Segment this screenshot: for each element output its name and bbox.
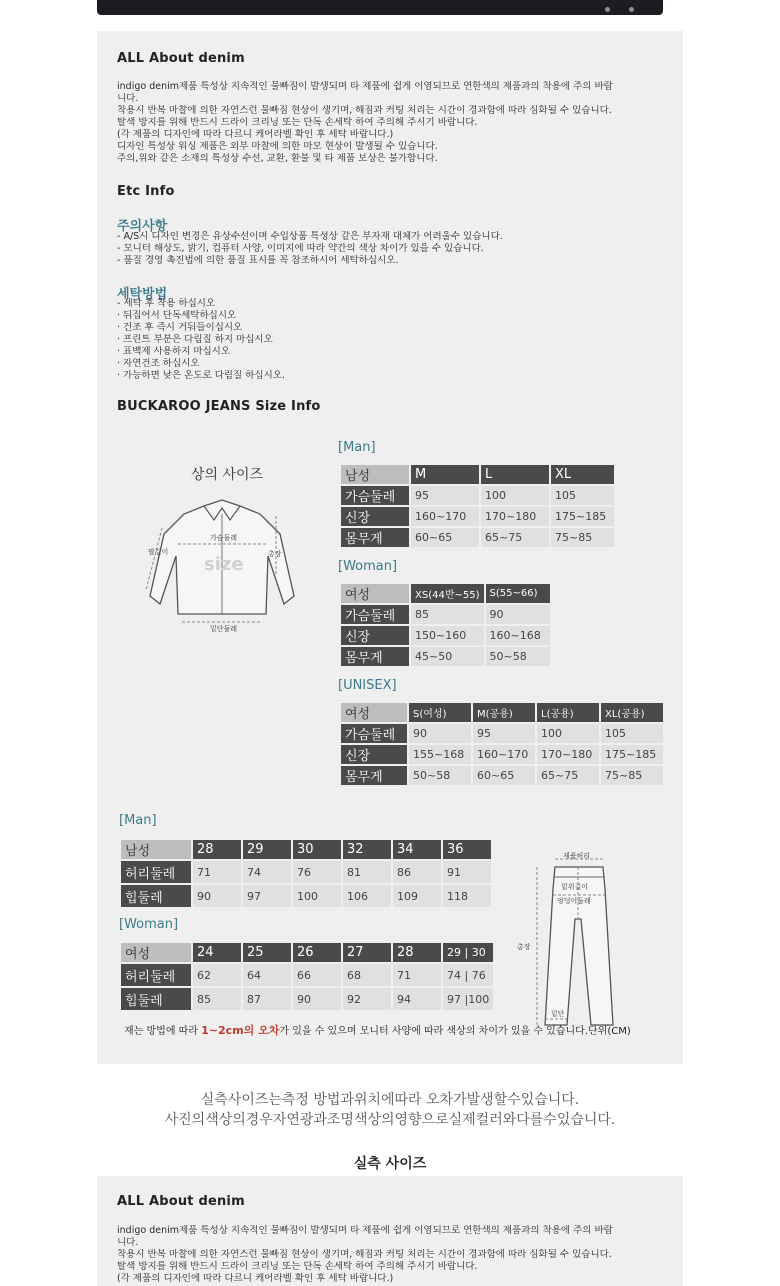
table-header-cell: S(여성) xyxy=(409,703,471,722)
actual-size-heading: 실측 사이즈 xyxy=(353,1156,427,1172)
wash-line: · 가능하면 낮은 온도로 다림질 하십시오. xyxy=(117,370,285,381)
table-cell: 힙둘레 xyxy=(121,988,191,1010)
product-photo-bottom-edge xyxy=(97,0,663,15)
table-cell: 105 xyxy=(601,724,663,743)
table-cell: 90 xyxy=(409,724,471,743)
table-cell: 60~65 xyxy=(411,528,479,547)
etc-info-title: Etc Info xyxy=(117,184,175,199)
table-header-cell: L xyxy=(481,465,549,484)
table-cell: 160~170 xyxy=(473,745,535,764)
table-cell: 45~50 xyxy=(411,647,484,666)
table-cell: 170~180 xyxy=(481,507,549,526)
table-header-cell: 32 xyxy=(343,840,391,859)
table-cell: 몸무게 xyxy=(341,528,409,547)
table-header-cell: L(공용) xyxy=(537,703,599,722)
table-cell: 175~185 xyxy=(601,745,663,764)
table-header-cell: XL xyxy=(551,465,614,484)
pants-diagram-icon xyxy=(517,849,627,1034)
jacket-length-label: 총장 xyxy=(268,550,282,558)
jacket-diagram-icon xyxy=(142,486,302,636)
about-line: indigo denim제품 특성상 지속적인 물빠짐이 발생되며 타 제품에 쉽게 이염되므로 연한색의 제품과의 착용에 주의 바랍 xyxy=(117,1225,613,1236)
table-cell: 66 xyxy=(293,964,341,986)
measurement-note xyxy=(124,1022,631,1038)
table-cell: 90 xyxy=(486,605,550,624)
table-cell: 68 xyxy=(343,964,391,986)
note-suffix: 가 있을 수 있으며 모니터 사양에 따라 색상의 차이가 있을 수 있습니다.단위(CM) xyxy=(279,1026,631,1037)
about-line: 주의,위와 같은 소재의 특성상 수선, 교환, 환불 및 타 제품 보상은 불가합니다. xyxy=(117,153,438,164)
wash-line: · 자연건조 하십시오 xyxy=(117,358,200,369)
table-cell: 90 xyxy=(293,988,341,1010)
pants-hem-label: 밑단 xyxy=(551,1010,565,1018)
jacket-center-label: size xyxy=(204,554,244,575)
caution-title: 주의사항 xyxy=(117,219,168,234)
table-row xyxy=(341,528,614,547)
table-cell: 신장 xyxy=(341,626,409,645)
caution-text xyxy=(117,231,667,267)
wash-title: 세탁방법 xyxy=(117,287,168,302)
woman-top-label: [Woman] xyxy=(338,559,398,574)
wash-line: · 표백제 사용하지 마십시오 xyxy=(117,346,231,357)
jacket-sleeve-label: 팔길이 xyxy=(148,548,169,556)
table-header-cell: S(55~66) xyxy=(486,584,550,603)
man-bottom-label: [Man] xyxy=(119,813,157,828)
table-header-row xyxy=(341,703,663,722)
table-row xyxy=(341,724,663,743)
table-cell: 신장 xyxy=(341,507,409,526)
about-denim-text xyxy=(117,81,667,165)
table-header-cell: 25 xyxy=(243,943,291,962)
jacket-hem-label: 밑단둘레 xyxy=(210,625,238,633)
table-header-cell: 27 xyxy=(343,943,391,962)
table-row xyxy=(341,647,550,666)
table-cell: 95 xyxy=(473,724,535,743)
table-cell: 75~85 xyxy=(551,528,614,547)
table-header-cell: 34 xyxy=(393,840,441,859)
table-header-cell: 24 xyxy=(193,943,241,962)
table-header-cell: 여성 xyxy=(121,943,191,962)
pants-waist-label: 제품허리 xyxy=(563,852,591,860)
woman-top-table xyxy=(339,582,552,668)
table-header-cell: 28 xyxy=(393,943,441,962)
table-header-cell: M(공용) xyxy=(473,703,535,722)
table-cell: 65~75 xyxy=(481,528,549,547)
size-info-title: BUCKAROO JEANS Size Info xyxy=(117,399,321,414)
table-cell: 76 xyxy=(293,861,341,883)
button-detail xyxy=(629,7,634,12)
table-cell: 50~58 xyxy=(409,766,471,785)
button-detail xyxy=(605,7,610,12)
table-cell: 100 xyxy=(537,724,599,743)
table-cell: 50~58 xyxy=(486,647,550,666)
top-size-title: 상의 사이즈 xyxy=(191,467,264,483)
table-cell: 100 xyxy=(481,486,549,505)
table-cell: 109 xyxy=(393,885,441,907)
about-denim-title: ALL About denim xyxy=(117,51,245,66)
wash-line: - 세탁 후 착용 하십시오 xyxy=(117,298,216,309)
table-header-row xyxy=(121,943,493,962)
table-cell: 60~65 xyxy=(473,766,535,785)
pants-thigh-label: 엉덩이둘레 xyxy=(557,897,591,905)
about-line: (각 제품의 디자인에 따라 다르니 케어라벨 확인 후 세탁 바랍니다.) xyxy=(117,129,394,140)
table-cell: 가슴둘레 xyxy=(341,605,409,624)
wash-line: · 프린트 부분은 다림질 하지 마십시오 xyxy=(117,334,273,345)
table-cell: 가슴둘레 xyxy=(341,486,409,505)
product-info-panel-repeat xyxy=(97,1176,683,1286)
table-cell: 81 xyxy=(343,861,391,883)
product-info-panel xyxy=(97,31,683,1064)
caution-line: - 품질 경영 촉진법에 의한 품질 표시를 꼭 참조하시어 세탁하십시오. xyxy=(117,255,399,266)
table-cell: 74 | 76 xyxy=(443,964,493,986)
table-header-cell: M xyxy=(411,465,479,484)
table-cell: 90 xyxy=(193,885,241,907)
table-cell: 91 xyxy=(443,861,491,883)
table-cell: 105 xyxy=(551,486,614,505)
table-cell: 허리둘레 xyxy=(121,964,191,986)
woman-bottom-table xyxy=(119,941,495,1012)
wash-text xyxy=(117,298,667,382)
table-header-cell: 여성 xyxy=(341,584,409,603)
table-cell: 175~185 xyxy=(551,507,614,526)
about-denim-title: ALL About denim xyxy=(117,1194,245,1209)
pants-rise-label: 밑위길이 xyxy=(561,883,589,891)
wash-line: · 건조 후 즉시 거둬들이십시오 xyxy=(117,322,243,333)
about-line: 디자인 특성상 워싱 제품은 외부 마찰에 의한 마모 현상이 발생될 수 있습니다. xyxy=(117,141,438,152)
table-cell: 160~170 xyxy=(411,507,479,526)
about-line: 착용시 반복 마찰에 의한 자연스런 물빠짐 현상이 생기며, 해짐과 커팅 처리는 시간이 경과함에 따라 심화될 수 있습니다. xyxy=(117,1249,612,1260)
table-cell: 170~180 xyxy=(537,745,599,764)
about-line: 니다. xyxy=(117,1237,139,1248)
note-prefix: 재는 방법에 따라 xyxy=(124,1026,202,1037)
man-top-table xyxy=(339,463,616,549)
table-header-cell: 남성 xyxy=(341,465,409,484)
caution-line: - A/S시 디자인 변경은 유상수선이며 수입상품 특성상 같은 부자재 대체가 어려울수 있습니다. xyxy=(117,231,503,242)
table-header-cell: 28 xyxy=(193,840,241,859)
table-cell: 87 xyxy=(243,988,291,1010)
footer-notice-line-1: 실측사이즈는측정 방법과위치에따라 오차가발생할수있습니다. xyxy=(200,1092,580,1108)
table-cell: 64 xyxy=(243,964,291,986)
table-cell: 97 |100 xyxy=(443,988,493,1010)
wash-line: · 뒤집어서 단독세탁하십시오 xyxy=(117,310,237,321)
table-header-cell: XL(공용) xyxy=(601,703,663,722)
unisex-top-table xyxy=(339,701,665,787)
table-cell: 160~168 xyxy=(486,626,550,645)
table-header-row xyxy=(341,584,550,603)
man-bottom-table xyxy=(119,838,493,909)
table-cell: 74 xyxy=(243,861,291,883)
table-row xyxy=(341,605,550,624)
about-line: 니다. xyxy=(117,93,139,104)
woman-bottom-label: [Woman] xyxy=(119,917,179,932)
table-header-cell: 29 | 30 xyxy=(443,943,493,962)
about-line: indigo denim제품 특성상 지속적인 물빠짐이 발생되며 타 제품에 쉽게 이염되므로 연한색의 제품과의 착용에 주의 바랍 xyxy=(117,81,613,92)
table-row xyxy=(121,861,491,883)
table-cell: 가슴둘레 xyxy=(341,724,407,743)
jacket-chest-label: 가슴둘레 xyxy=(210,534,238,542)
table-header-row xyxy=(341,465,614,484)
table-header-cell: 남성 xyxy=(121,840,191,859)
table-cell: 신장 xyxy=(341,745,407,764)
table-cell: 75~85 xyxy=(601,766,663,785)
table-row xyxy=(341,626,550,645)
note-error-range: 1~2cm의 오차 xyxy=(201,1024,280,1037)
about-line: (각 제품의 디자인에 따라 다르니 케어라벨 확인 후 세탁 바랍니다.) xyxy=(117,1273,394,1284)
about-line: 탈색 방지를 위해 반드시 드라이 크리닝 또는 단독 손세탁 하여 주의해 주시기 바랍니다. xyxy=(117,1261,478,1272)
table-cell: 71 xyxy=(393,964,441,986)
about-denim-text xyxy=(117,1225,667,1285)
pants-length-label: 총장 xyxy=(517,943,531,951)
table-cell: 65~75 xyxy=(537,766,599,785)
table-cell: 62 xyxy=(193,964,241,986)
table-cell: 150~160 xyxy=(411,626,484,645)
table-cell: 허리둘레 xyxy=(121,861,191,883)
table-cell: 85 xyxy=(193,988,241,1010)
table-header-cell: 29 xyxy=(243,840,291,859)
about-line: 탈색 방지를 위해 반드시 드라이 크리닝 또는 단독 손세탁 하여 주의해 주시기 바랍니다. xyxy=(117,117,478,128)
table-header-cell: 30 xyxy=(293,840,341,859)
table-row xyxy=(121,988,493,1010)
caution-line: - 모니터 해상도, 밝기, 컴퓨터 사양, 이미지에 따라 약간의 색상 차이가 있을 수 있습니다. xyxy=(117,243,484,254)
table-header-cell: 26 xyxy=(293,943,341,962)
table-cell: 92 xyxy=(343,988,391,1010)
table-cell: 몸무게 xyxy=(341,647,409,666)
unisex-top-label: [UNISEX] xyxy=(338,678,397,693)
table-cell: 106 xyxy=(343,885,391,907)
table-cell: 71 xyxy=(193,861,241,883)
table-cell: 몸무게 xyxy=(341,766,407,785)
table-cell: 86 xyxy=(393,861,441,883)
table-header-cell: 36 xyxy=(443,840,491,859)
table-row xyxy=(341,745,663,764)
table-row xyxy=(121,885,491,907)
table-header-cell: XS(44반~55) xyxy=(411,584,484,603)
table-row xyxy=(341,507,614,526)
table-row xyxy=(121,964,493,986)
about-line: 착용시 반복 마찰에 의한 자연스런 물빠짐 현상이 생기며, 해짐과 커팅 처리는 시간이 경과함에 따라 심화될 수 있습니다. xyxy=(117,105,612,116)
man-top-label: [Man] xyxy=(338,440,376,455)
table-cell: 97 xyxy=(243,885,291,907)
footer-notice-line-2: 사진의색상의경우자연광과조명색상의영향으로실제컬러와다를수있습니다. xyxy=(164,1112,616,1128)
table-cell: 100 xyxy=(293,885,341,907)
table-cell: 155~168 xyxy=(409,745,471,764)
table-row xyxy=(341,766,663,785)
table-header-cell: 여성 xyxy=(341,703,407,722)
table-cell: 95 xyxy=(411,486,479,505)
table-cell: 118 xyxy=(443,885,491,907)
table-cell: 85 xyxy=(411,605,484,624)
table-cell: 94 xyxy=(393,988,441,1010)
table-header-row xyxy=(121,840,491,859)
table-row xyxy=(341,486,614,505)
table-cell: 힙둘레 xyxy=(121,885,191,907)
